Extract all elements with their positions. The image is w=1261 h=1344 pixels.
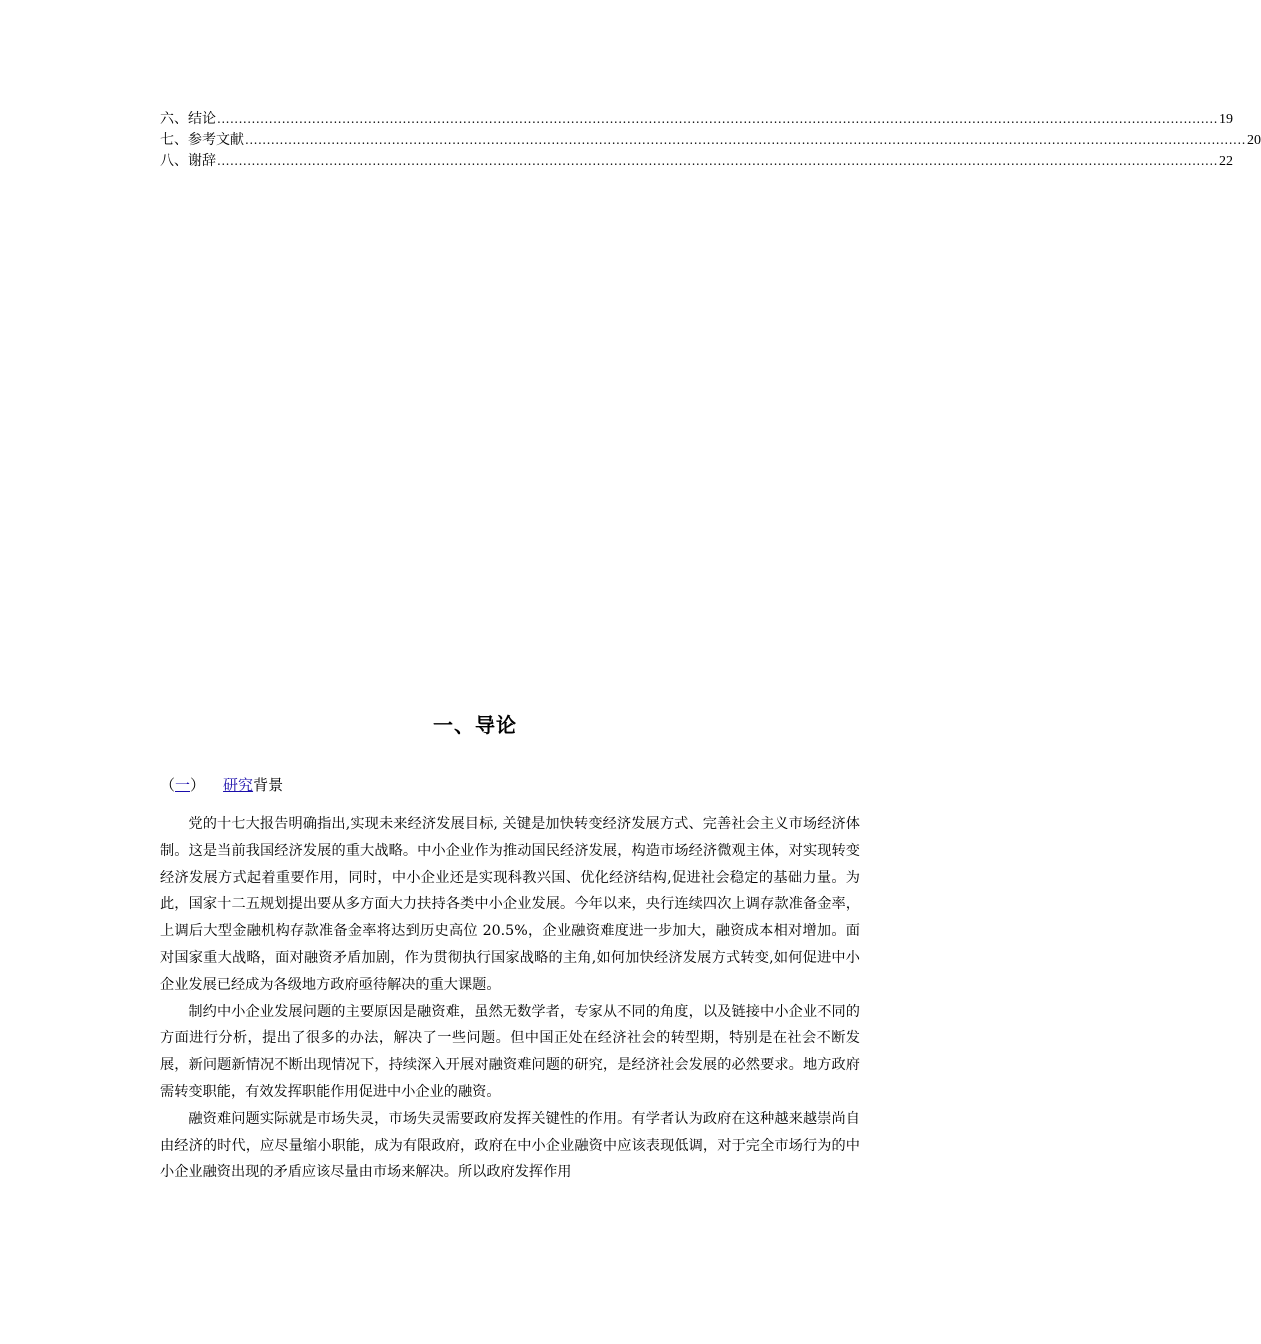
toc-leader-dots: ........................................................................................................................................................................................................................................ bbox=[217, 112, 1218, 126]
toc-entry[interactable] bbox=[160, 130, 1261, 151]
toc-entry-label: 八、谢辞 bbox=[160, 153, 216, 169]
paragraph: 融资难问题实际就是市场失灵，市场失灵需要政府发挥关键性的作用。有学者认为政府在这种越来越崇尚自由经济的时代，应尽量缩小职能，成为有限政府，政府在中小企业融资中应该表现低调，对于完全市场行为的中小企业融资出现的矛盾应该尽量由市场来解决。所以政府发挥作用 bbox=[160, 1110, 860, 1181]
toc-entry-label: 六、结论 bbox=[160, 111, 216, 127]
toc-leader-dots: ........................................................................................................................................................................................................................................ bbox=[217, 154, 1218, 168]
toc-entry-page: 22 bbox=[1218, 154, 1233, 169]
section-close-paren: ） bbox=[190, 776, 206, 794]
section-heading bbox=[160, 774, 283, 796]
paragraph: 制约中小企业发展问题的主要原因是融资难，虽然无数学者，专家从不同的角度，以及链接中小企业不同的方面进行分析，提出了很多的办法，解决了一些问题。但中国正处在经济社会的转型期，特别是在社会不断发展，新问题新情况不断出现情况下，持续深入开展对融资难问题的研究，是经济社会发展的必然要求。地方政府需转变职能，有效发挥职能作用促进中小企业的融资。 bbox=[160, 1003, 860, 1100]
section-open-paren: （ bbox=[160, 776, 176, 794]
body-text bbox=[160, 811, 860, 1186]
toc-entry[interactable] bbox=[160, 151, 1233, 172]
toc-entry-page: 20 bbox=[1246, 133, 1261, 148]
paragraph: 党的十七大报告明确指出,实现未来经济发展目标, 关键是加快转变经济发展方式、完善社会主义市场经济体制。这是当前我国经济发展的重大战略。中小企业作为推动国民经济发展，构造市场经济微观主体，对实现转变经济发展方式起着重要作用，同时，中小企业还是实现科教兴国、优化经济结构,促进社会稳定的基础力量。为此，国家十二五规划提出要从多方面大力扶持各类中小企业发展。今年以来，央行连续四次上调存款准备金率，上调后大型金融机构存款准备金率将达到历史高位 20.5%，企业融资难度进一步加大，融资成本相对增加。面对国家重大战略，面对融资矛盾加剧，作为贯彻执行国家战略的主角,如何加快经济发展方式转变,如何促进中小企业发展已经成为各级地方政府亟待解决的重大课题。 bbox=[160, 816, 860, 993]
toc-entry-page: 19 bbox=[1218, 112, 1233, 127]
section-number-link[interactable]: 一 bbox=[175, 776, 191, 794]
table-of-contents bbox=[160, 109, 1261, 172]
toc-entry[interactable] bbox=[160, 109, 1233, 130]
chapter-title: 一、导论 bbox=[433, 713, 517, 737]
toc-entry-label: 七、参考文献 bbox=[160, 132, 244, 148]
section-title-rest: 背景 bbox=[253, 776, 284, 794]
section-title-link[interactable]: 研究 bbox=[223, 776, 254, 794]
toc-leader-dots: ........................................................................................................................................................................................................................................ bbox=[245, 133, 1246, 147]
